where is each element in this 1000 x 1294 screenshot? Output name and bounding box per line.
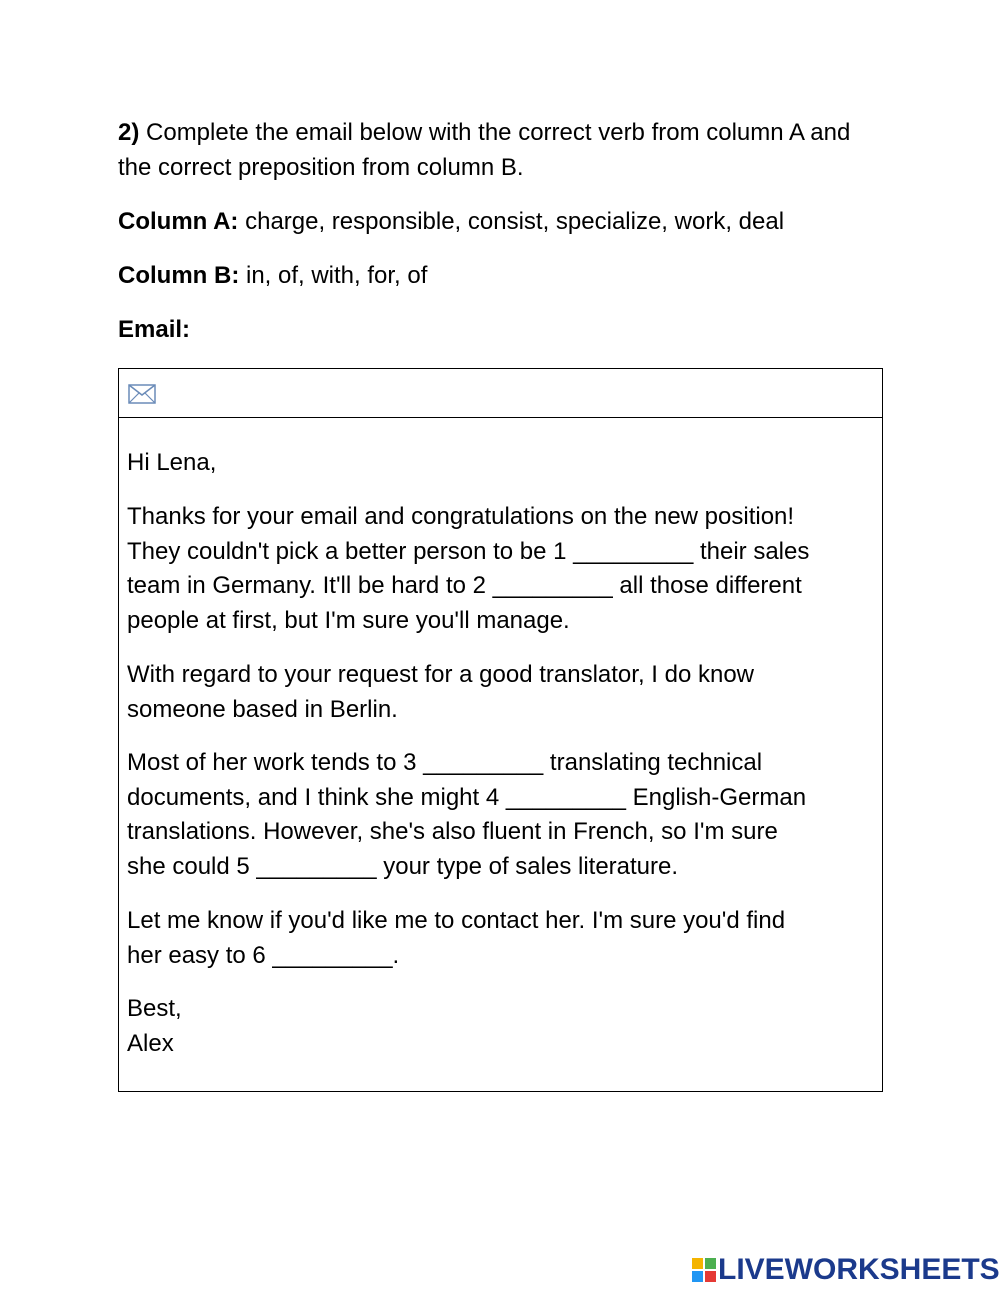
email-line: she could 5 _________ your type of sales literature.: [127, 852, 679, 880]
email-line: team in Germany. It'll be hard to 2 _________ all those different: [127, 572, 802, 599]
email-line: They couldn't pick a better person to be 1 _________ their sales: [127, 537, 810, 565]
exercise-number: 2): [118, 119, 140, 146]
email-line: Most of her work tends to 3 _________ translating technical: [127, 749, 763, 776]
envelope-icon: [128, 384, 156, 404]
column-b-words: in, of, with, for, of: [239, 262, 428, 289]
column-a-label: Column A:: [118, 208, 239, 235]
email-line: documents, and I think she might 4 _________ English-German: [127, 783, 807, 811]
email-box: [118, 368, 883, 1092]
email-line: With regard to your request for a good translator, I do know: [127, 661, 754, 688]
email-line: Let me know if you'd like me to contact her. I'm sure you'd find: [127, 907, 786, 934]
email-header: [119, 369, 882, 418]
liveworksheets-logo: [692, 1253, 1000, 1286]
column-b-label: Column B:: [118, 262, 240, 289]
email-line: her easy to 6 _________.: [127, 941, 400, 969]
logo-blocks-icon: [692, 1258, 716, 1282]
instruction-text: Complete the email below with the correct verb from column A and the correct preposition from column B.: [118, 119, 851, 181]
email-label: Email:: [118, 316, 191, 343]
email-line: people at first, but I'm sure you'll manage.: [127, 606, 570, 634]
column-a-words: charge, responsible, consist, specialize, work, deal: [238, 208, 785, 235]
email-line: translations. However, she's also fluent in French, so I'm sure: [127, 818, 778, 845]
email-line: Thanks for your email and congratulations on the new position!: [127, 503, 795, 530]
email-greeting: Hi Lena,: [127, 449, 217, 476]
column-b: [118, 259, 427, 294]
logo-text: LIVEWORKSHEETS: [718, 1253, 1000, 1286]
email-signoff: Best,: [127, 995, 182, 1022]
email-line: someone based in Berlin.: [127, 695, 398, 723]
column-a: [118, 205, 784, 240]
email-signature: Alex: [127, 1029, 174, 1057]
instruction: [118, 116, 884, 185]
